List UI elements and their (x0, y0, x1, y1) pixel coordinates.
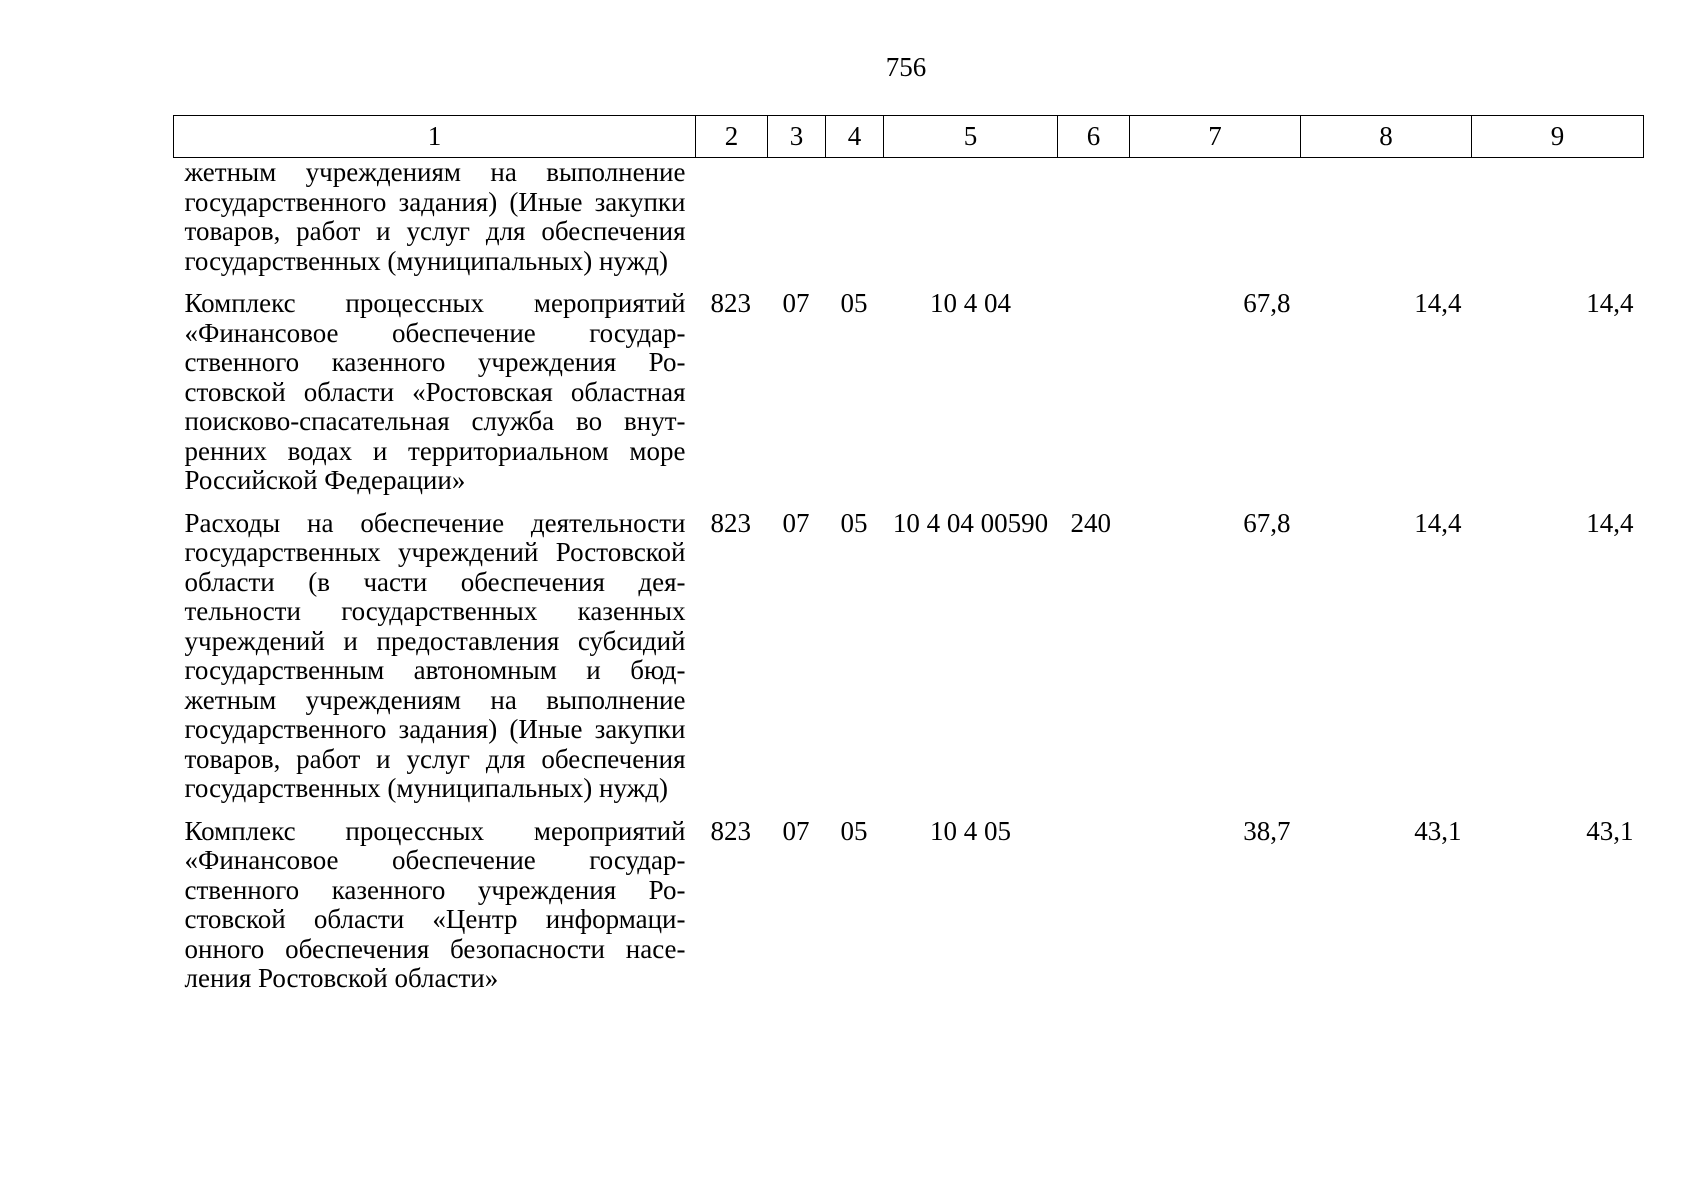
row-amount-3 (1472, 158, 1644, 277)
row-ministry-code: 823 (710, 815, 751, 846)
header-col-2: 2 (696, 116, 768, 158)
table-body (174, 158, 1644, 994)
row-target-code: 10 4 04 00590 (892, 507, 1049, 538)
row-section-code: 07 (782, 507, 810, 538)
row-section-code: 07 (782, 815, 810, 846)
row-amount-1: 67,8 (1243, 507, 1291, 538)
row-description: Комплекс процессных мероприятий «Финансовое обеспечение государственного казенного учреждения Ростовской области «Ростовская областная поисково-спасательная служба во внутренних водах и территориальном море Российской Федерации» (184, 288, 686, 495)
row-amount-2: 43,1 (1414, 815, 1462, 846)
row-expense-type: 240 (1070, 507, 1111, 538)
header-col-6: 6 (1058, 116, 1130, 158)
row-amount-3: 14,4 (1586, 288, 1634, 318)
page-number: 756 (885, 52, 927, 82)
row-description: Расходы на обеспечение деятельности государственных учреждений Ростовской области (в части обеспечения деятельности государственных казенных учреждений и предоставления субсидий государственным автономным и бюджетным учреждениям на выполнение государственного задания) (Иные закупки товаров, работ и услуг для обеспечения государственных (муниципальных) нужд) (184, 507, 686, 803)
row-ministry-code (696, 158, 768, 277)
row-expense-type (1058, 276, 1130, 496)
header-col-9: 9 (1472, 116, 1644, 158)
budget-table (173, 115, 1644, 994)
row-amount-2: 14,4 (1414, 507, 1462, 538)
table-row (174, 158, 1644, 277)
row-description: Комплекс процессных мероприятий «Финансовое обеспечение государственного казенного учреждения Ростовской области «Центр информационного обеспечения безопасности населения Ростовской области» (184, 815, 686, 993)
row-amount-2: 14,4 (1414, 288, 1462, 318)
row-ministry-code: 823 (710, 288, 751, 318)
row-amount-3: 43,1 (1586, 815, 1634, 846)
table-row (174, 276, 1644, 496)
header-col-5: 5 (884, 116, 1058, 158)
row-section-code (768, 158, 826, 277)
header-col-4: 4 (826, 116, 884, 158)
row-amount-1 (1130, 158, 1301, 277)
row-target-code: 10 4 05 (930, 815, 1011, 846)
row-section-code: 07 (782, 288, 810, 318)
header-col-8: 8 (1301, 116, 1472, 158)
row-expense-type (1058, 158, 1130, 277)
row-target-code (884, 158, 1058, 277)
row-subsection-code: 05 (840, 288, 868, 318)
row-amount-2 (1301, 158, 1472, 277)
header-row (174, 116, 1644, 158)
row-subsection-code: 05 (840, 507, 868, 538)
row-ministry-code: 823 (710, 507, 751, 538)
header-col-1: 1 (174, 116, 696, 158)
row-amount-1: 67,8 (1243, 288, 1291, 318)
row-expense-type (1058, 804, 1130, 994)
row-target-code: 10 4 04 (930, 288, 1011, 318)
table-row (174, 804, 1644, 994)
row-amount-3: 14,4 (1586, 507, 1634, 538)
row-subsection-code (826, 158, 884, 277)
row-amount-1: 38,7 (1243, 815, 1291, 846)
header-col-3: 3 (768, 116, 826, 158)
table-row (174, 496, 1644, 804)
row-description: жетным учреждениям на выполнение государственного задания) (Иные закупки товаров, работ и услуг для обеспечения государственных (муниципальных) нужд) (184, 157, 686, 276)
row-subsection-code: 05 (840, 815, 868, 846)
table-header (174, 116, 1644, 158)
header-col-7: 7 (1130, 116, 1301, 158)
